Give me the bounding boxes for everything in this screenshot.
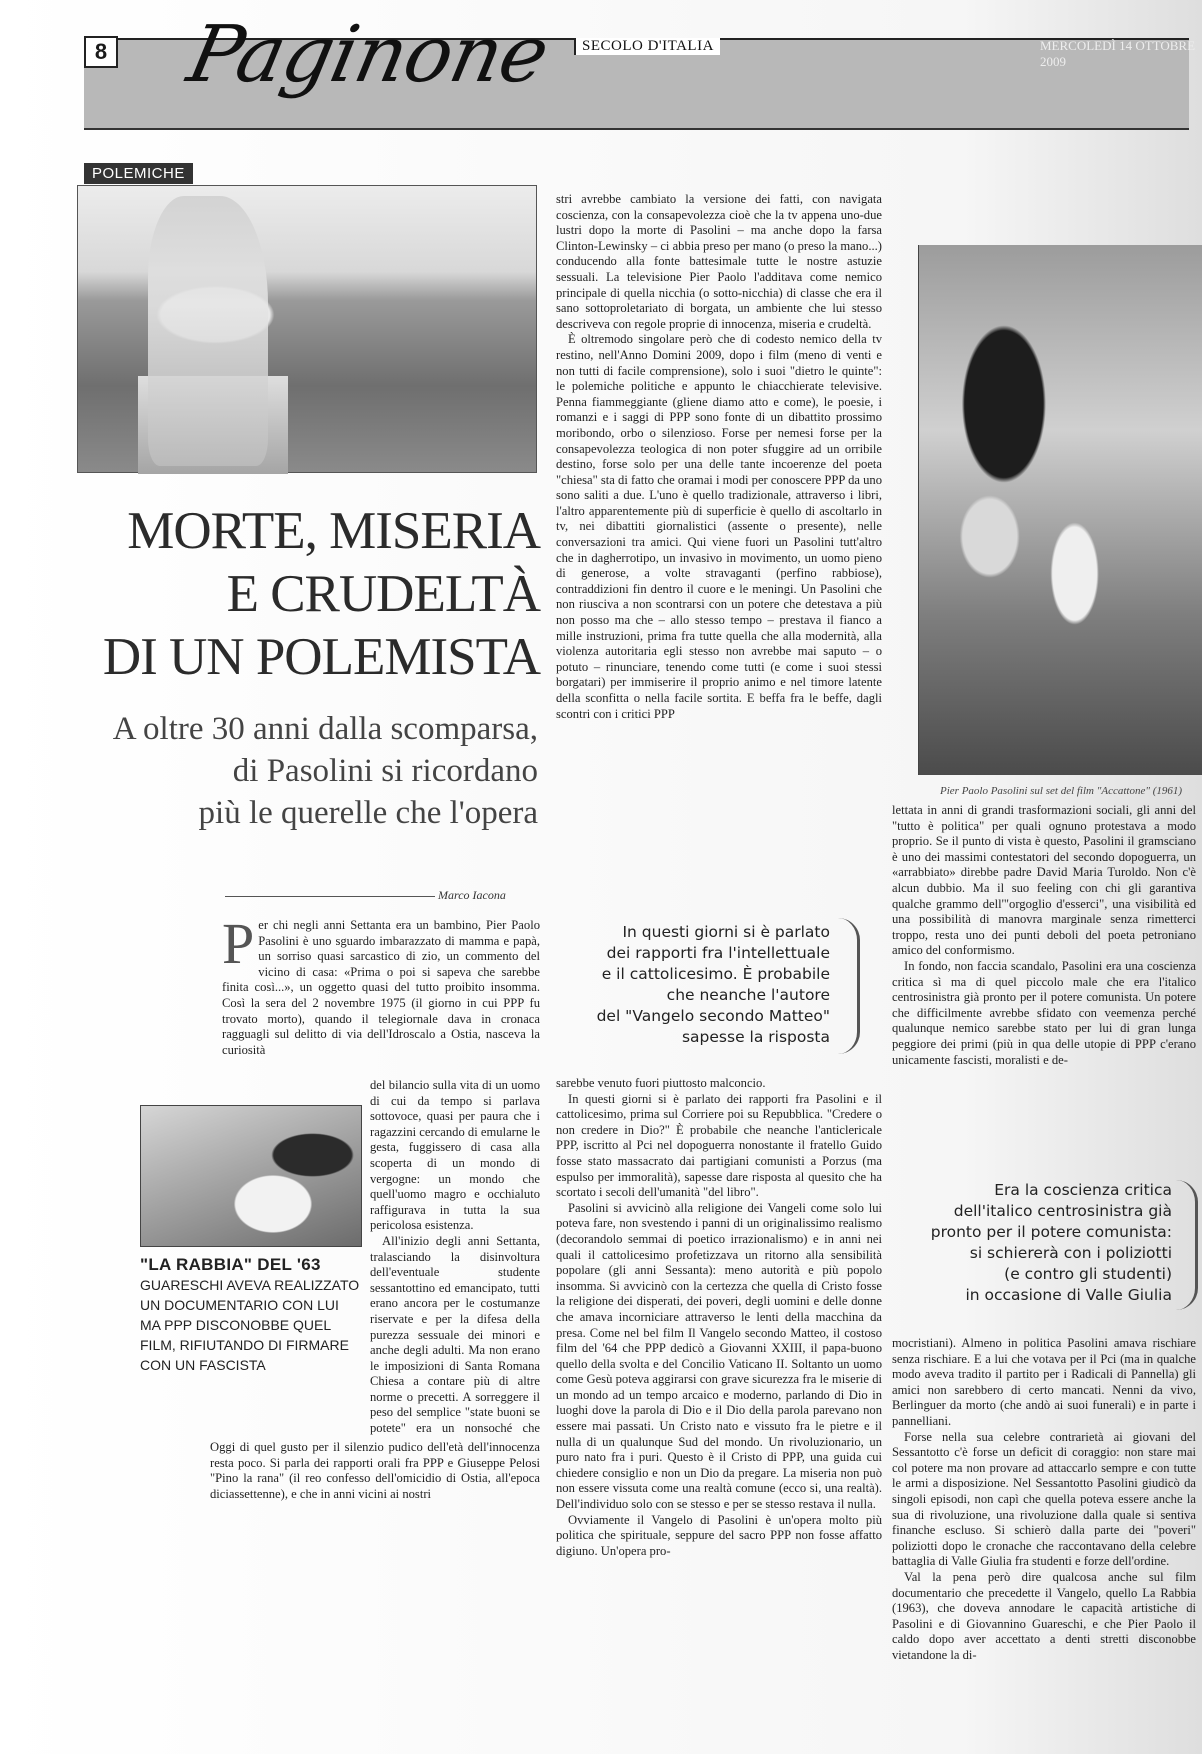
article-column-2-top (556, 192, 882, 914)
article-paragraph: In fondo, non faccia scandalo, Pasolini era una coscienza critica sì ma di quel piccolo male che era l'italico centrosinistra già pronto per il potere comunista. Un potere che difficilmente avrebbe sfidato con veemenza perché qualunque nemico sarebbe stato per lui di gran lunga peggiore dei primi (più in qua delle utopie di PPP c'erano unicamente fascisti, moralisti e de- (892, 958, 1196, 1067)
article-paragraph: del bilancio sulla vita di un uomo di cui da tempo si parlava sottovoce, quasi per paura che i ragazzini cercando di emularne le gesta, fuggissero di casa alla scoperta di un mondo di vergogne: un mondo che quell'uomo magro e occhialuto raffigurava in tutta la sua pericolosa esistenza. (370, 1078, 540, 1233)
drop-cap: P (222, 918, 255, 976)
article-paragraph: All'inizio degli anni Settanta, tralasciando la disinvoltura dell'eventuale studente sessantottino ed emancipato, tutti erano ancora per le costumanze riservate e per la difesa della purezza sessuale dei minori e anche degli adulti. Ma non erano le imposizioni di Santa Romana Chiesa a contare più di altre norme o precetti. A sorreggere il peso del semplice "state buoni se potete" era un nonsoché che (370, 1233, 540, 1436)
article-paragraph: È oltremodo singolare però che di codesto nemico della tv restino, nell'Anno Domini 2009, dopo i film (meno di venti e non tutti di facile comprensione), solo i suoi "dietro le quinte": le polemiche politiche e appunto le chiacchierate televisive. Penna fiammeggiante (gliene diamo atto e come), le poesie, i romanzi e i saggi di PPP sono fonte di un dibattito prossimo moribondo, orbo o silenzioso. Forse per nemesi forse per la consapevolezza teologica di non poter sfuggire ad un orribile destino, forse solo per una delle tante incoerenze del poeta "chiesa" sta di fatto che oramai i modi per conoscere PPP da uno sono saliti a due. L'uno è quello tradizionale, attraverso i libri, l'altro apparentemente più di superficie è quello di ascoltarlo in tv, nei dibattiti giornalistici (assente o presente), nelle conversazioni tra amici. Qui viene fuori un Pasolini tutt'altro che in dagherrotipo, un invasivo in movimento, un uomo pieno di generose, a volte stravaganti (perfino rabbiose), contraddizioni fin dentro il cuore e le meningi. Un Pasolini che non riusciva a non scontrarsi con un potere che detestava a più non posso ma che – allo stesso tempo – prestava il fianco a mille instruzioni, prima fra tutte quella che alla modernità, alla violenza autoritaria egli stesso non avrebbe mai saputo – o potuto – rinunciare, tenendo come tutti (e come i suoi stessi borgatari) per immiserire il proprio animo e nel timore latente della sconfitta o nella facile sortita. E beffa fra le beffe, dagli scontri con i critici PPP (556, 332, 882, 721)
paragraph-text: er chi negli anni Settanta era un bambino, Pier Paolo Pasolini è uno sguardo imbarazzato di mamma e papà, un sorriso quasi sarcastico di zio, un commento del vicino di casa: «Prima o poi si sapeva che sarebbe finita così...», un oggetto quasi del tutto proibito insomma. Così la sera del 2 novembre 1975 (il giorno in cui PPP fu trovato morto), quando il telegiornale dava in cronaca ragguagli sul delitto di via dell'Idroscalo a Ostia, nasceva la curiosità (222, 918, 540, 1057)
subhead-line-2: di Pasolini si ricordano (232, 753, 538, 789)
pull-quote-line: si schiererà con i poliziotti (969, 1244, 1172, 1262)
article-paragraph: Oggi di quel gusto per il silenzio pudico dell'età dell'innocenza resta poco. Si parla dei rapporti orali fra PPP e Giuseppe Pelosi "Pino la rana" (il reo confesso dell'omicidio di Ostia, all'epoca diciassettenne), e che in anni vicini ai nostri (210, 1440, 540, 1501)
subheadline (60, 708, 538, 834)
pull-quote-line: sapesse la risposta (681, 1028, 830, 1046)
subhead-line-1: A oltre 30 anni dalla scomparsa, (112, 711, 538, 747)
article-paragraph: Pasolini si avvicinò alla religione dei Vangeli come solo lui poteva fare, non svestendo i panni di un originalissimo realismo (decorandolo semmai di poetico irrazionalismo) e in anni nei quali il cattolicesimo profetizzava un ritorno alla sensibilità popolare (gli anni Sessanta): meno autorità e più popolo insomma. Si avvicinò con la certezza che quella di Cristo fosse la religione dei disperati, dei poveri, degli uomini e delle donne che amava incorniciare attraverso le lenti della macchina da presa. Come nel bel film Il Vangelo secondo Matteo, il costoso film del '64 che PPP dedicò a Giovanni XXIII, il papa-buono quello della svolta e del Concilio Vaticano II. Soltanto un uomo come Gesù poteva aggirarsi con grave sicurezza fra le miserie di un mondo ad un tempo arcaico e moderno, parlando di Dio in luoghi dove la parola di Dio e il Dio della parola parevano non essere mai passati. Un Cristo nato e vissuto fra le pietre e il nulla di un qualunque Sud del mondo. Un rivoluzionario, un puro nato fra i puri. Questo è il Cristo di PPP, una guida cui chiedere consiglio e non un Dio da pregare. La miseria non può non essere vissuta come una realtà comune (ecco si, una realtà). Dell'individuo solo con se stesso e per se stesso restava il nulla. (556, 1200, 882, 1512)
sidebar-box (140, 1105, 362, 1405)
article-column-3-top (892, 803, 1196, 1175)
pull-quote-line: In questi giorni si è parlato (622, 923, 830, 941)
article-column-1-bottom (210, 1440, 540, 1740)
pull-quote-line: che neanche l'autore (666, 986, 830, 1004)
pull-quote-line: e il cattolicesimo. È probabile (601, 965, 830, 983)
pull-quote-brace (1176, 1180, 1198, 1310)
pull-quote-line: in occasione di Valle Giulia (965, 1286, 1172, 1304)
headline-line-2: E CRUDELTÀ (226, 565, 540, 623)
article-column-1-narrow (370, 1078, 540, 1438)
rubric-label: POLEMICHE (84, 163, 193, 184)
sidebar-title: "LA RABBIA" DEL '63 (140, 1255, 321, 1274)
sidebar-text: GUARESCHI AVEVA REALIZZATO UN DOCUMENTARIO CON LUI MA PPP DISCONOBBE QUEL FILM, RIFIUTANDO DI FIRMARE CON UN FASCISTA (140, 1277, 360, 1373)
pull-quote-line: (e contro gli studenti) (1004, 1265, 1172, 1283)
pull-quote-brace (838, 918, 860, 1054)
section-title: Paginone (180, 10, 556, 100)
article-paragraph: Forse nella sua celebre contrarietà ai giovani del Sessantotto c'è forse un deficit di coraggio: non stare mai col potere ma non provare ad attaccarlo sempre e con tutte le armi a disposizione. Nel Sessantotto Pasolini giudicò da singoli episodi, non capì che quella poteva essere anche la sua di rivoluzione, una rivoluzione dalla quale si sentiva finanche escluso. Si schierò dalla parte dei "poveri" poliziotti dopo le cronache che raccontavano della celebre battaglia di Valle Giulia fra studenti e forze dell'ordine. (892, 1429, 1196, 1569)
pull-quote-line: Era la coscienza critica (994, 1181, 1172, 1199)
pull-quote-line: pronto per il potere comunista: (930, 1223, 1172, 1241)
pull-quote-2 (902, 1180, 1172, 1306)
pull-quote-line: dell'italico centrosinistra già (953, 1202, 1172, 1220)
page-number: 8 (84, 36, 118, 68)
article-paragraph: stri avrebbe cambiato la versione dei fatti, con navigata coscienza, con la consapevolezza cioè che la tv appena uno-due lustri dopo la morte di Pasolini – ma anche dopo la farsa Clinton-Lewinsky – ci abbia preso per mano (o preso la mano...) conducendo alla fonte battesimale tutte le nostre astuzie sessuali. La televisione Pier Paolo l'additava come nemico principale di quella nicchia (o sotto-nicchia) di classe che era il sano sottoproletariato di borgata, un ambiente che lui stesso descriveva con regole proprie di innocenza, miseria e crudeltà. (556, 192, 882, 331)
headline-line-3: DI UN POLEMISTA (102, 628, 540, 686)
header-rule (84, 128, 1189, 130)
headline (70, 500, 540, 689)
photo-caption: Pier Paolo Pasolini sul set del film "Accattone" (1961) (940, 785, 1183, 797)
pasolini-photo (918, 245, 1202, 775)
article-paragraph: Ovviamente il Vangelo di Pasolini è un'opera molto più politica che spirituale, seppure del sacro PPP non fosse affatto digiuno. Un'opera pro- (556, 1512, 882, 1558)
pull-quote-1 (568, 922, 830, 1048)
pull-quote-line: dei rapporti fra l'intellettuale (606, 944, 830, 962)
article-column-2-bottom (556, 1076, 882, 1746)
photo-statue (148, 196, 268, 466)
article-paragraph: In questi giorni si è parlato dei rapporti fra Pasolini e il cattolicesimo, prima sul Corriere poi su Repubblica. "Credere o non credere in Dio?" È probabile che neanche l'anticlericale PPP, iscritto al Pci nel dopoguerra nonostante il fratello Guido fosse stato massacrato dai partigiani comunisti a Porzus (ma espulso per immoralità), sapesse dare risposta al quesito che ha scortato i secoli dell'umanità "del libro". (556, 1091, 882, 1200)
article-paragraph: sarebbe venuto fuori piuttosto malconcio. (556, 1076, 766, 1090)
article-paragraph: mocristiani). Almeno in politica Pasolini amava rischiare senza rischiare. E a lui che votava per il Pci (ma in qualche modo aveva tradito il partito per i Radicali di Pannella) gli amici non sarebbero di certo mancati. Nenni da vivo, Berlinguer da morto (che andò ai suoi funerali) e in parte i pannelliani. (892, 1336, 1196, 1428)
issue-date: MERCOLEDÌ 14 OTTOBRE 2009 (1040, 38, 1196, 69)
article-paragraph: lettata in anni di grandi trasformazioni sociali, gli anni del "tutto è politica" per quali ognuno protestava a modo proprio. Se il punto di vista è questo, Pasolini il gramsciano è uno dei massimi contestatori del secondo dopoguerra, un «arrabbiato» direbbe padre David Maria Turoldo. Non c'è alcun dubbio. Ma il suo feeling con chi gli garantiva qualche grammo dell'"orgoglio d'esserci", una visibilità ed una possibilità di manovra marginale senza rimetterci troppo, resta uno dei punti deboli del poeta petroniano amico del conformismo. (892, 803, 1196, 958)
article-paragraph: Val la pena però dire qualcosa anche sul film documentario che precedette il Vangelo, quello La Rabbia (1963), che doveva annodare le capacità artistiche di Pasolini e di Giovannino Guareschi, e che Pier Paolo il caldo dopo aver accettato a denti stretti disconobbe vietandone la di- (892, 1569, 1196, 1662)
article-paragraph (222, 918, 540, 1058)
subhead-line-3: più le querelle che l'opera (198, 795, 538, 831)
article-column-1-top (222, 918, 540, 1078)
statue-photo (77, 185, 537, 473)
article-column-3-bottom (892, 1336, 1196, 1746)
byline: Marco Iacona (438, 888, 506, 902)
pull-quote-line: del "Vangelo secondo Matteo" (596, 1007, 830, 1025)
byline-rule (225, 896, 435, 897)
headline-line-1: MORTE, MISERIA (127, 502, 540, 560)
newspaper-name: SECOLO D'ITALIA (574, 38, 720, 55)
sidebar-photo (140, 1105, 362, 1247)
